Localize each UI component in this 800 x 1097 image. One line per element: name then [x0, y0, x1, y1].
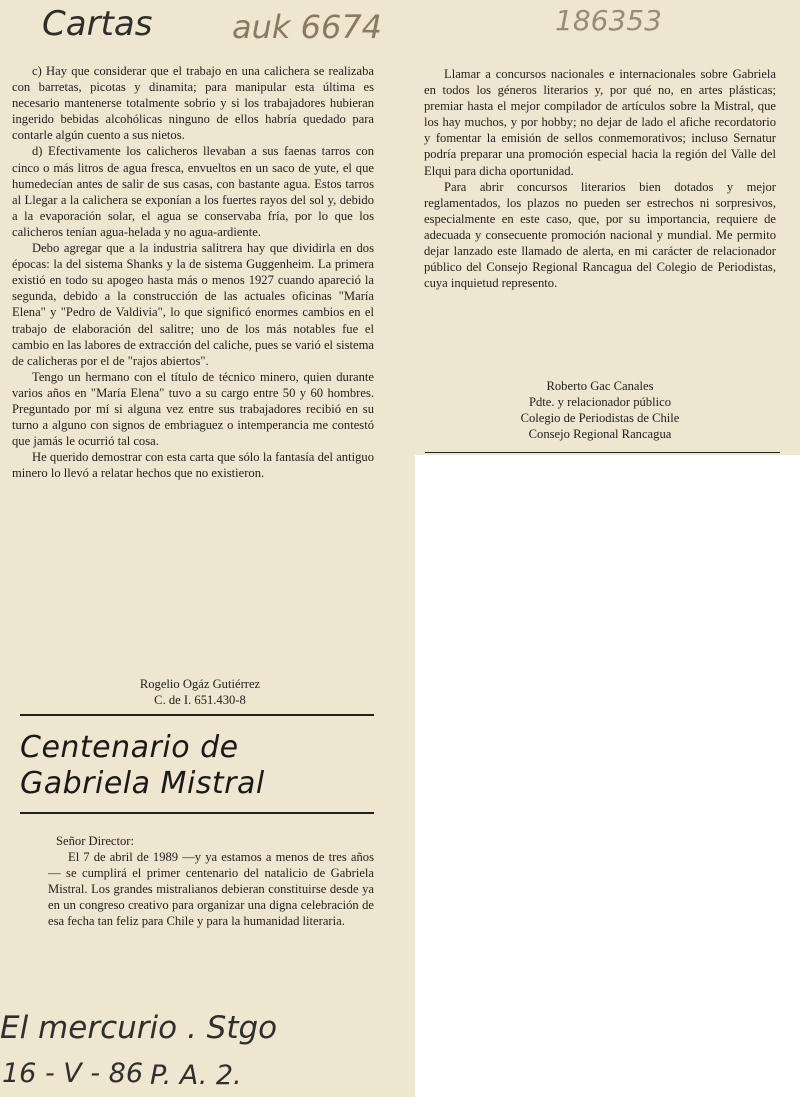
paragraph: Para abrir concursos literarios bien dotados y mejor reglamentados, los plazos no pueden ser estrechos ni sorpresivos, especialmente en este caso, que, por su importancia, requiere de adecuada y consecuente promoción nacional y mundial. Me permito dejar lanzado este llamado de alerta, en mi carácter de relacionador público del Consejo Regional Rancagua del Colegio de Periodistas, cuya inquietud represento. [424, 179, 776, 291]
paragraph: El 7 de abril de 1989 —y ya estamos a menos de tres años— se cumplirá el primer centenario del natalicio de Gabriela Mistral. Los grandes mistralianos debieran constituirse desde ya en un congreso creativo para organizar una digna celebración de esa fecha tan feliz para Chile y para la humanidad literaria. [48, 850, 374, 929]
signature-org: Colegio de Periodistas de Chile [520, 411, 680, 425]
signature-id: C. de I. 651.430-8 [154, 693, 246, 707]
letter1-signature [60, 676, 340, 708]
signature-name: Roberto Gac Canales [546, 379, 654, 393]
article-headline [20, 730, 380, 802]
article-body-left [48, 833, 374, 930]
signature-org: Consejo Regional Rancagua [528, 427, 672, 441]
paragraph: Debo agregar que a la industria salitrera hay que dividirla en dos épocas: la del sistema Shanks y la de sistema Guggenheim. La primera existió en todo su apogeo hasta más o menos 1927 cuando apareció la segunda, debido a la construcción de las actuales oficinas "María Elena" y "Pedro de Valdivia", lo que significó enormes cambios en el trabajo de elaboración del salitre; uno de los más notables fue el cambio en las labores de extracción del caliche, pues se varió el sistema de calicheras por el de "rajos abiertos". [12, 241, 374, 368]
divider [20, 812, 374, 814]
handwritten-page: P. A. 2. [150, 1060, 242, 1091]
signature-title: Pdte. y relacionador público [529, 395, 671, 409]
letter-column-left [12, 63, 374, 481]
handwritten-source: El mercurio . Stgo [0, 1010, 278, 1046]
article-column-right [424, 66, 776, 291]
salutation: Señor Director: [56, 834, 134, 848]
handwritten-section-label: Cartas [42, 4, 153, 44]
paragraph: Tengo un hermano con el título de técnico minero, quien durante varios años en "María Elena" tuvo a su cargo entre 50 y 60 hombres. Preguntado por mí si alguna vez entre sus trabajadores recibió en su turno a alguno con signos de embriaguez o intemperancia me contestó que jamás le ocurrió tal cosa. [12, 369, 374, 449]
divider [425, 452, 780, 453]
article-signature [440, 378, 760, 442]
paragraph: c) Hay que considerar que el trabajo en una calichera se realizaba con barretas, picotas y dinamita; para manipular esta última es necesario mantenerse totalmente sobrio y si los trabajadores hubieran ingerido bebidas alcohólicas ninguno de ellos habría quedado para contarle algún cuento a sus nietos. [12, 64, 374, 143]
handwritten-date: 16 - V - 86 [2, 1058, 143, 1089]
signature-name: Rogelio Ogáz Gutiérrez [139, 677, 261, 691]
paragraph: d) Efectivamente los calicheros llevaban a sus faenas tarros con cinco o más litros de agua fresca, envueltos en un saco de yute, el que humedecían antes de salir de sus casas, con bastante agua. Estos tarros al Llegar a la calichera se exponían a los fuertes rayos del sol y, debido a la evaporación solar, el agua se conservaba fría, por lo que los calicheros tenían agua-helada y no agua-ardiente. [12, 144, 374, 239]
handwritten-catalog-number: auk 6674 [232, 8, 383, 46]
headline-line-1: Centenario de [20, 730, 239, 765]
blank-area [415, 455, 800, 1097]
headline-line-2: Gabriela Mistral [20, 766, 265, 801]
paragraph: Llamar a concursos nacionales e internacionales sobre Gabriela en todos los géneros literarios y, por qué no, en artes plásticas; premiar hasta el mejor compilador de artículos sobre la Mistral, que los hay muchos, y por hobby; no dejar de lado el afiche recordatorio y fomentar la emisión de sellos conmemorativos; incluso Sernatur podría preparar una promoción especial hacia la región del Valle del Elqui para dicha oportunidad. [424, 67, 776, 178]
paragraph: He querido demostrar con esta carta que sólo la fantasía del antiguo minero lo llevó a relatar hechos que no existieron. [12, 450, 374, 481]
divider [20, 714, 374, 716]
handwritten-reference-number: 186353 [555, 4, 662, 37]
